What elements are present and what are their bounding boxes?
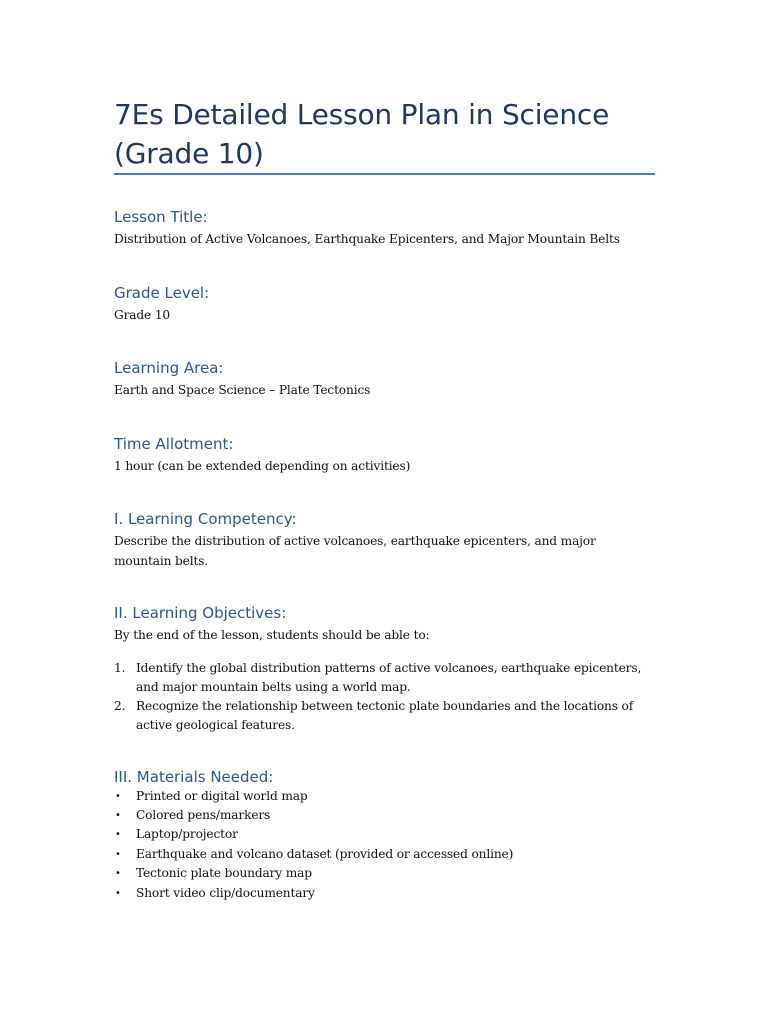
lesson-title-section xyxy=(114,207,656,250)
material-item xyxy=(114,845,656,864)
time-allotment-section xyxy=(114,434,656,477)
bullet-icon: • xyxy=(115,848,121,860)
learning-competency-text: Describe the distribution of active volcanoes, earthquake epicenters, and major mountain belts. xyxy=(114,534,596,568)
materials-needed-section xyxy=(114,767,656,903)
objective-number: 2. xyxy=(114,698,126,713)
bullet-icon: • xyxy=(115,868,121,880)
material-text: Laptop/projector xyxy=(136,827,238,842)
material-item xyxy=(114,806,656,825)
learning-objectives-section xyxy=(114,603,656,735)
grade-level-heading: Grade Level: xyxy=(114,283,210,302)
materials-needed-heading: III. Materials Needed: xyxy=(114,767,274,786)
bullet-icon: • xyxy=(115,809,121,821)
objective-number: 1. xyxy=(114,660,126,675)
material-item xyxy=(114,864,656,883)
document-title-line-1: 7Es Detailed Lesson Plan in Science xyxy=(114,98,610,131)
lesson-title-text: Distribution of Active Volcanoes, Earthquake Epicenters, and Major Mountain Belts xyxy=(114,232,620,246)
objective-item xyxy=(114,697,656,735)
objective-item xyxy=(114,659,656,697)
bullet-icon: • xyxy=(115,887,121,899)
document-title xyxy=(114,96,656,177)
learning-area-text: Earth and Space Science – Plate Tectonics xyxy=(114,383,371,397)
lesson-title-heading: Lesson Title: xyxy=(114,208,208,226)
material-item xyxy=(114,884,656,903)
objectives-list xyxy=(114,659,656,735)
title-underline-rule xyxy=(114,173,655,175)
learning-objectives-heading: II. Learning Objectives: xyxy=(114,604,287,622)
document-page xyxy=(114,96,656,903)
bullet-icon: • xyxy=(115,829,121,841)
time-allotment-text: 1 hour (can be extended depending on activities) xyxy=(114,458,411,473)
bullet-icon: • xyxy=(115,790,121,802)
learning-objectives-intro: By the end of the lesson, students should be able to: xyxy=(114,628,430,642)
materials-list xyxy=(114,787,656,903)
document-title-line-2: (Grade 10) xyxy=(114,137,264,170)
grade-level-text: Grade 10 xyxy=(114,307,171,322)
material-item xyxy=(114,787,656,806)
material-text: Colored pens/markers xyxy=(136,807,271,822)
learning-area-heading: Learning Area: xyxy=(114,359,224,377)
material-text: Earthquake and volcano dataset (provided or accessed online) xyxy=(136,846,514,861)
material-item xyxy=(114,825,656,844)
learning-competency-section xyxy=(114,509,656,571)
material-text: Short video clip/documentary xyxy=(136,885,315,900)
objective-text: Identify the global distribution patterns of active volcanoes, earthquake epicenters, and major mountain belts using a world map. xyxy=(136,660,642,694)
material-text: Tectonic plate boundary map xyxy=(136,866,312,881)
grade-level-section xyxy=(114,283,656,326)
objective-text: Recognize the relationship between tectonic plate boundaries and the locations of active geological features. xyxy=(136,698,634,732)
learning-competency-heading: I. Learning Competency: xyxy=(114,510,297,528)
material-text: Printed or digital world map xyxy=(136,788,308,803)
time-allotment-heading: Time Allotment: xyxy=(114,434,234,453)
learning-area-section xyxy=(114,358,656,401)
